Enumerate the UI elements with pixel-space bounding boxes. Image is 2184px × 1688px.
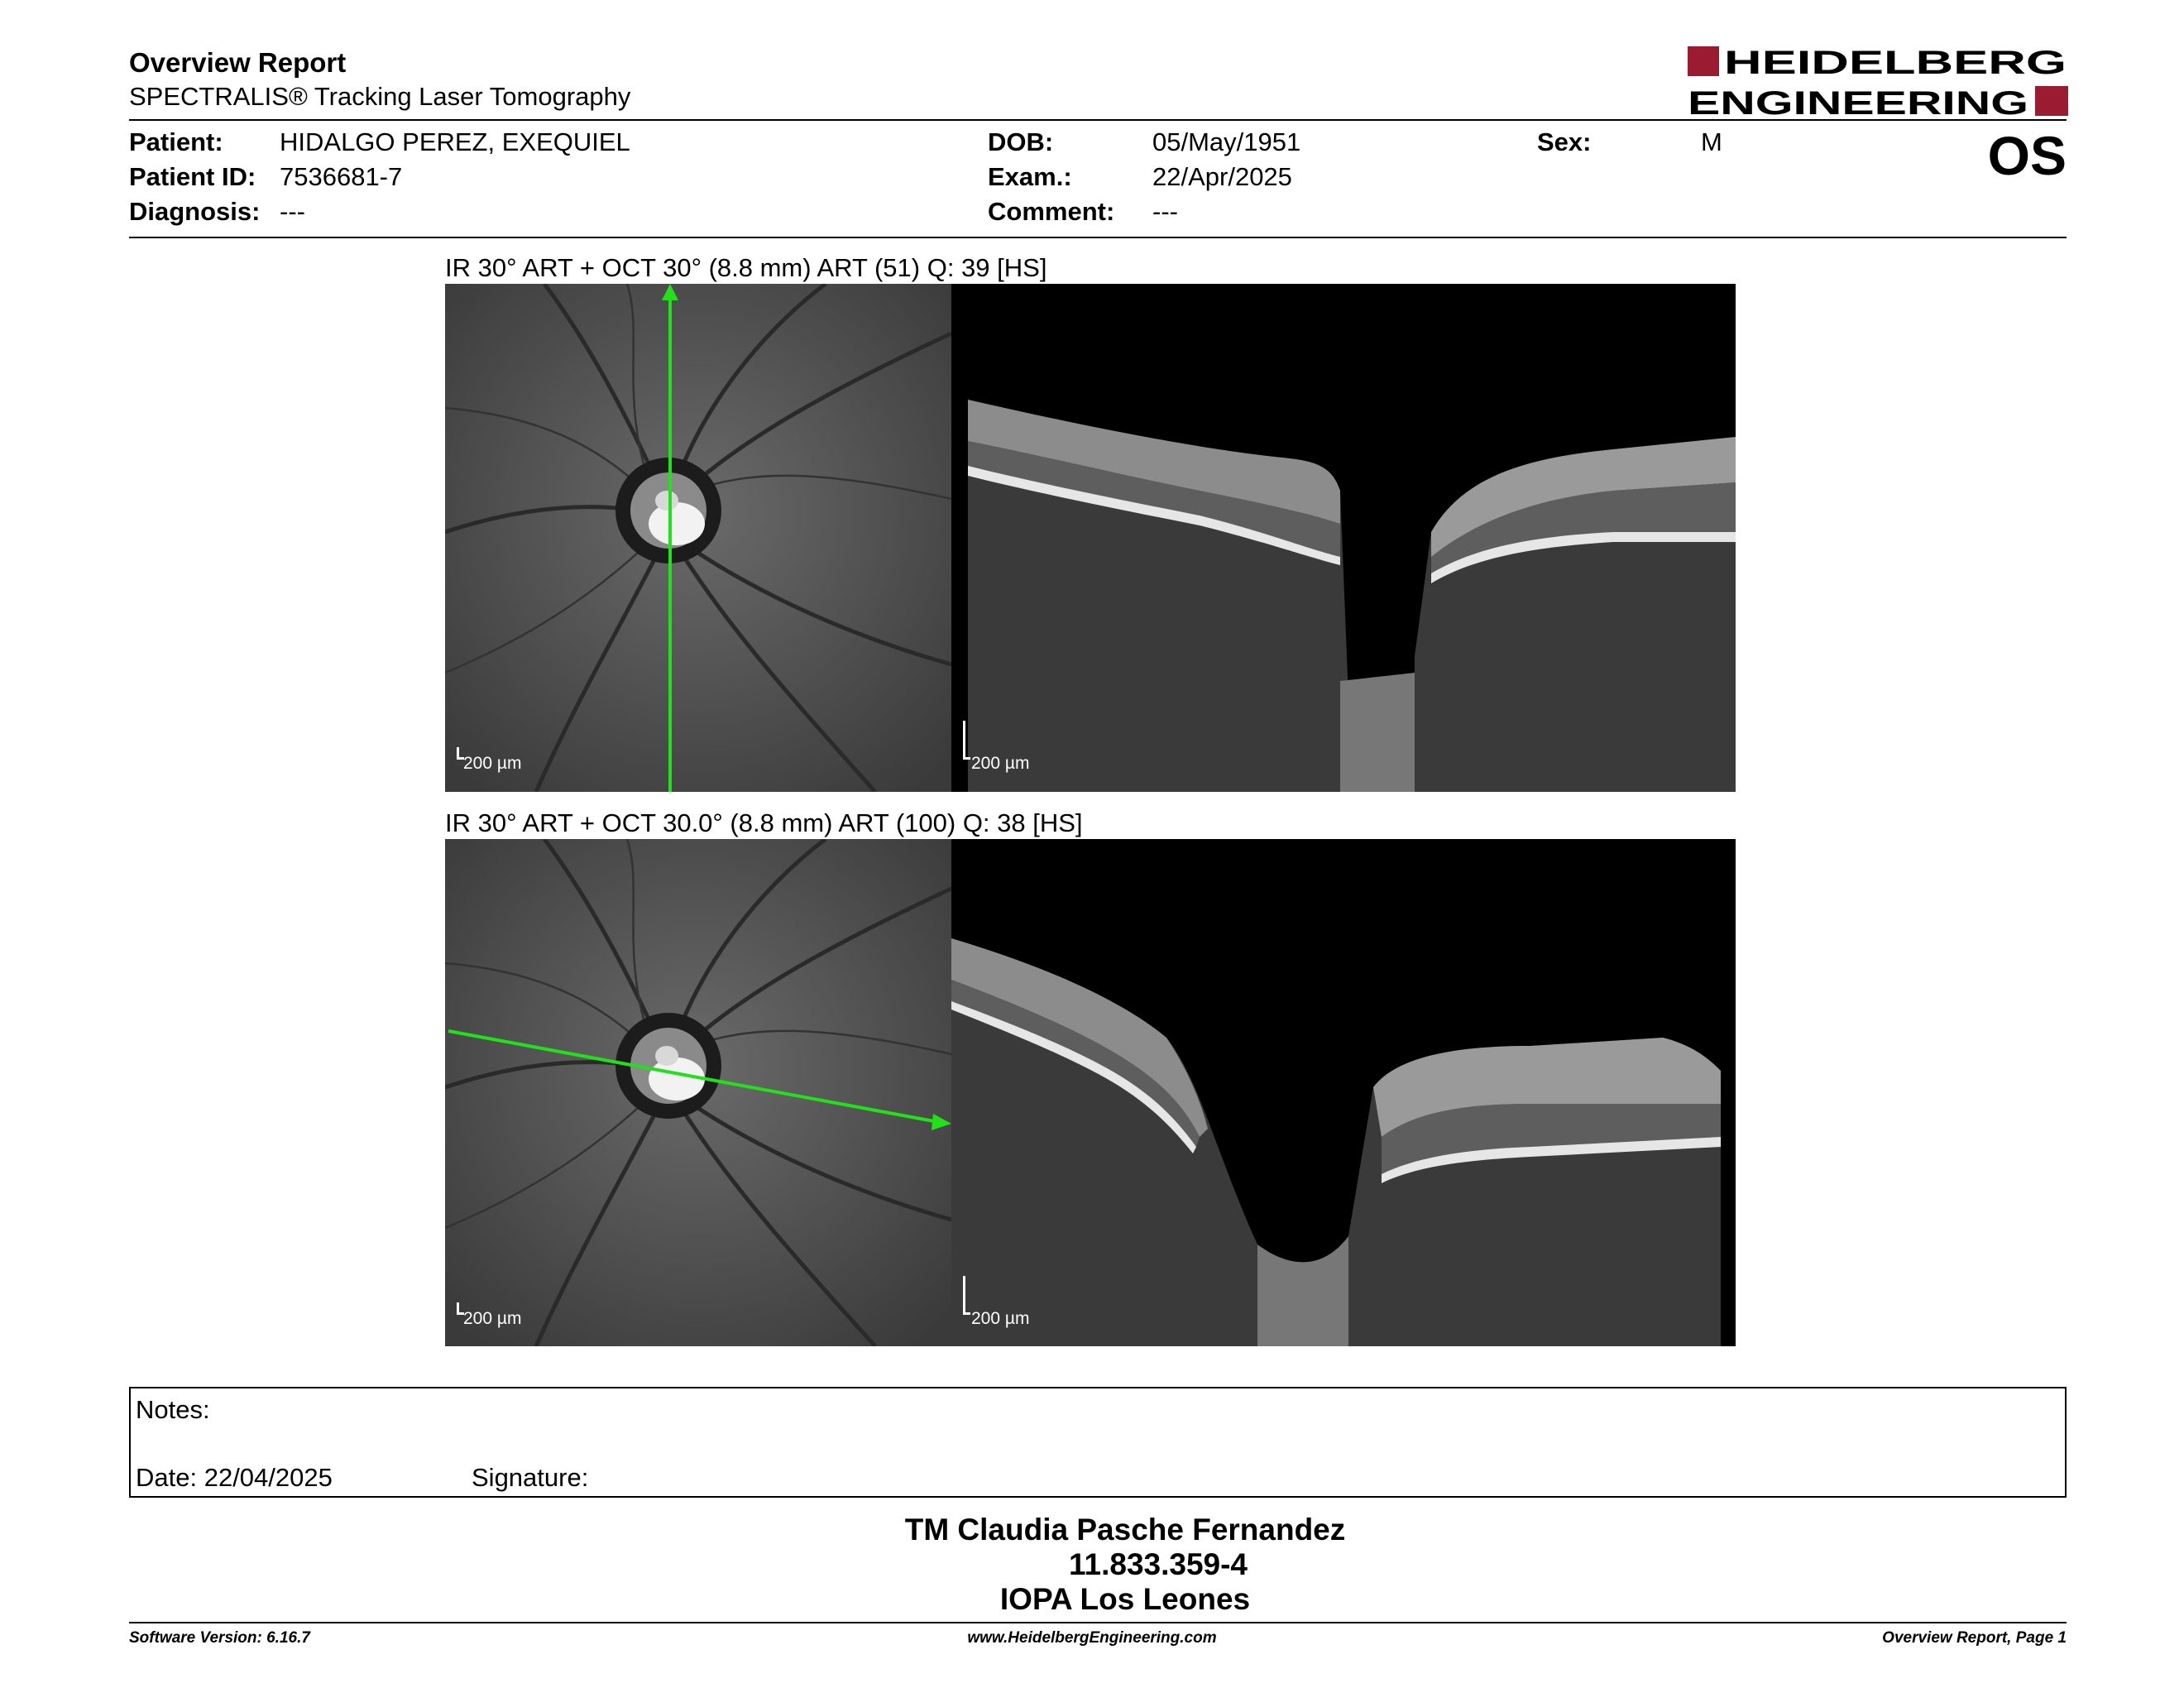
signature-label: Signature:: [472, 1463, 589, 1492]
sex-value: M: [1701, 127, 1722, 156]
scan-1-caption: IR 30° ART + OCT 30° (8.8 mm) ART (51) Q: 39 [HS]: [445, 253, 1047, 282]
scan-1-oct-bscan: [951, 284, 1736, 792]
scan-2-oct-scalebar: [963, 1276, 970, 1315]
notes-box: [129, 1387, 2067, 1498]
scan-2-fundus-scale-label: 200 µm: [463, 1309, 522, 1328]
patient-id-label: Patient ID:: [129, 162, 256, 191]
logo-text-2: ENGINEERING: [1688, 85, 2028, 116]
notes-date: Date: 22/04/2025: [136, 1463, 333, 1492]
header-rule: [129, 119, 2067, 121]
eye-laterality: OS: [1987, 125, 2067, 186]
scan-2-oct-scale-label: 200 µm: [971, 1309, 1030, 1328]
patient-id: 7536681-7: [280, 162, 403, 191]
logo-square-top: [1688, 46, 1719, 76]
sex-label: Sex:: [1537, 127, 1592, 156]
dob-value: 05/May/1951: [1152, 127, 1301, 156]
patient-rule: [129, 237, 2067, 238]
comment-value: ---: [1152, 197, 1178, 226]
report-subtitle: SPECTRALIS® Tracking Laser Tomography: [129, 82, 631, 111]
dob-label: DOB:: [988, 127, 1054, 156]
scan-2-caption: IR 30° ART + OCT 30.0° (8.8 mm) ART (100) Q: 38 [HS]: [445, 808, 1083, 837]
scan-2-oct-bscan: [951, 839, 1736, 1346]
diagnosis-value: ---: [280, 197, 305, 226]
comment-label: Comment:: [988, 197, 1115, 226]
scan-1-oct-scalebar: [963, 721, 970, 760]
signer-place: IOPA Los Leones: [999, 1582, 1251, 1616]
website-link[interactable]: www.HeidelbergEngineering.com: [967, 1629, 1217, 1647]
software-version: Software Version: 6.16.7: [129, 1629, 310, 1647]
signer-id: 11.833.359-4: [1068, 1547, 1248, 1581]
scan-2-fundus-image: [445, 839, 951, 1346]
exam-value: 22/Apr/2025: [1152, 162, 1292, 191]
scan-1-fundus-scale-label: 200 µm: [463, 754, 522, 773]
footer-rule: [129, 1622, 2067, 1623]
logo-square-bottom: [2035, 86, 2068, 116]
signer-name: TM Claudia Pasche Fernandez: [904, 1513, 1346, 1547]
scan-1-fundus-image: [445, 284, 951, 792]
patient-name: HIDALGO PEREZ, EXEQUIEL: [280, 127, 630, 156]
logo-text-1: HEIDELBERG: [1724, 46, 2067, 81]
scan-1-oct-scale-label: 200 µm: [971, 754, 1030, 773]
page-number: Overview Report, Page 1: [1882, 1629, 2067, 1647]
diagnosis-label: Diagnosis:: [129, 197, 261, 226]
patient-label: Patient:: [129, 127, 223, 156]
notes-label: Notes:: [136, 1395, 210, 1424]
heidelberg-logo: [1688, 46, 2068, 116]
report-title: Overview Report: [129, 47, 347, 78]
exam-label: Exam.:: [988, 162, 1072, 191]
